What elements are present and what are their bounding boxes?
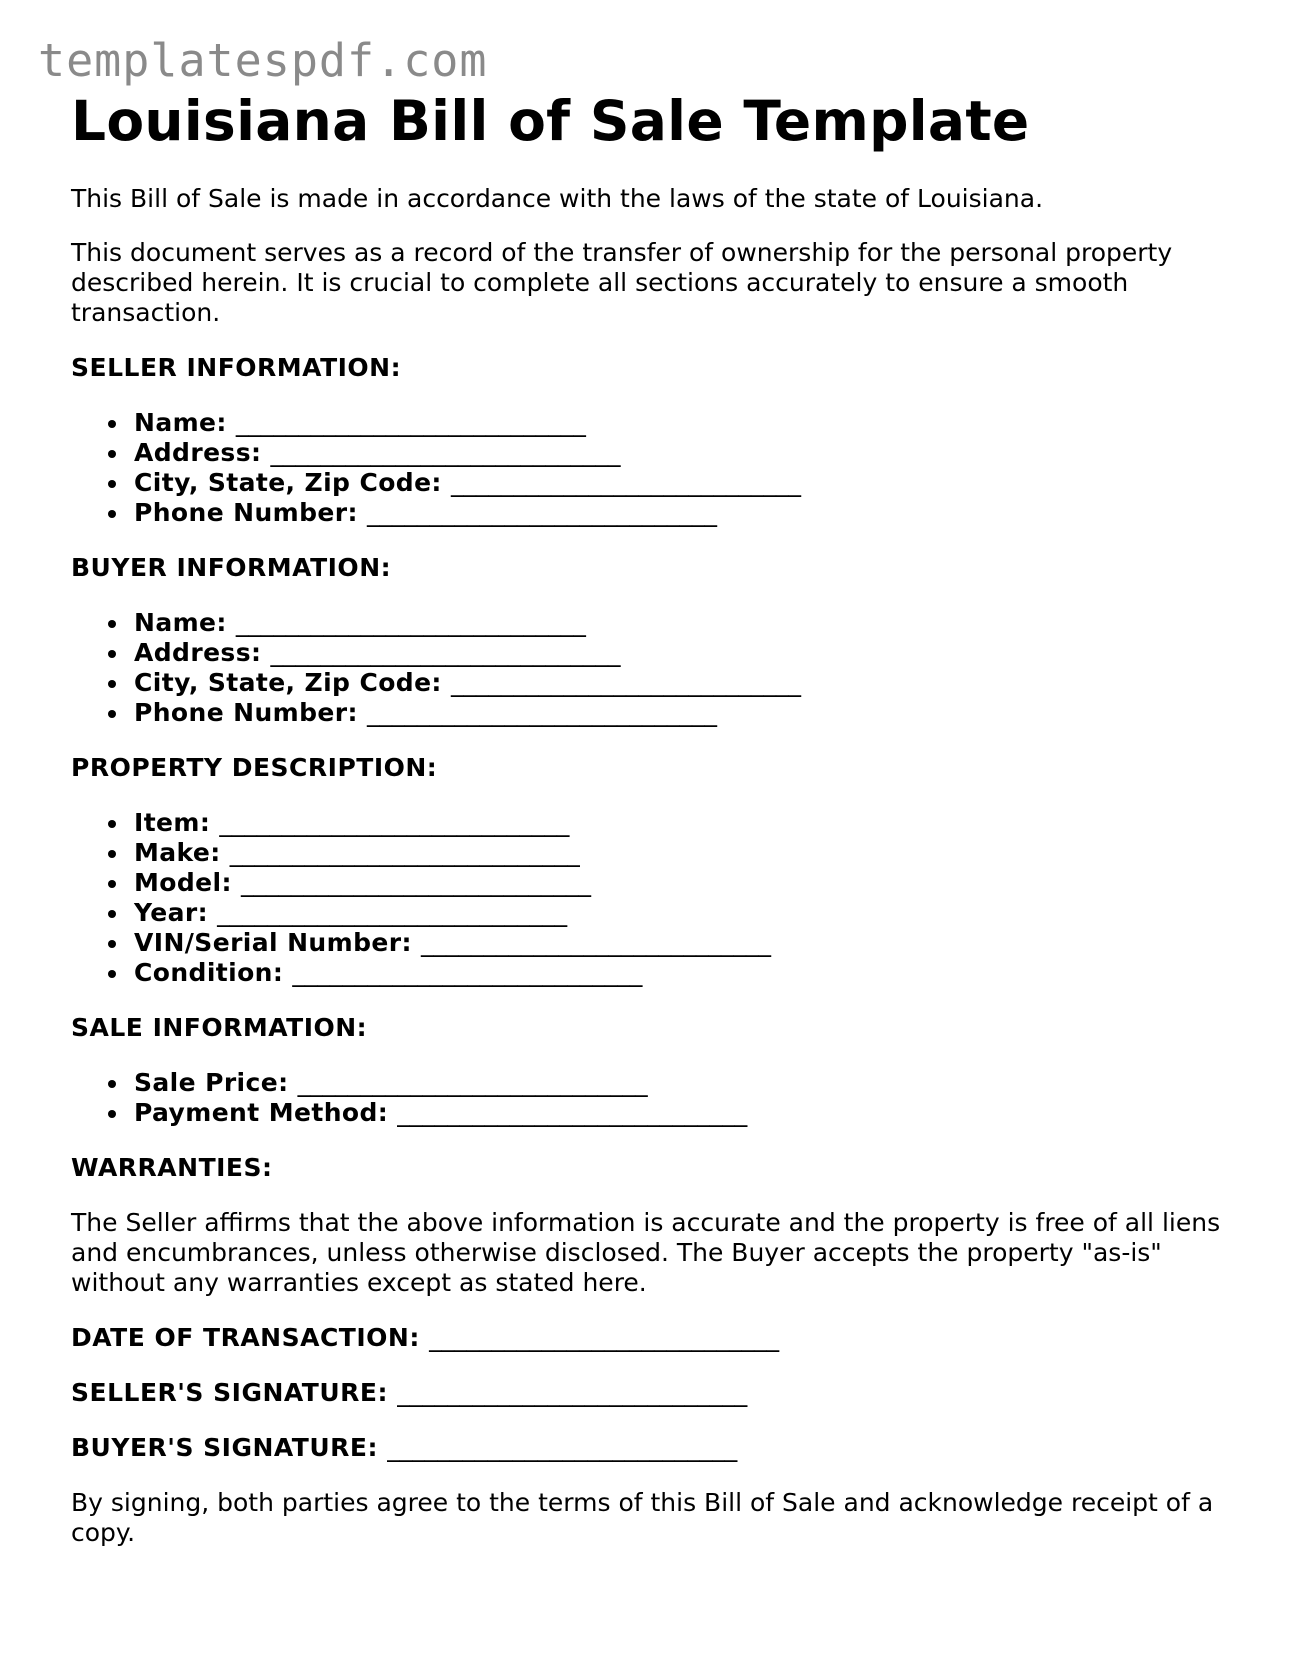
warranties-paragraph: The Seller affirms that the above information is accurate and the property is free of all liens and encumbrances, unless otherwise disclosed. The Buyer accepts the property "as-is" without any warranties except as stated here. — [71, 1208, 1221, 1297]
seller-phone-field[interactable] — [71, 498, 1221, 528]
field-label: Phone Number: — [134, 698, 358, 727]
fill-blank[interactable]: ____________________________ — [219, 808, 570, 837]
buyer-address-field[interactable] — [71, 638, 1221, 668]
field-label: Item: — [134, 808, 211, 837]
fill-blank[interactable]: ____________________________ — [217, 898, 568, 927]
date-label: DATE OF TRANSACTION: — [71, 1323, 420, 1352]
buyer-name-field[interactable] — [71, 608, 1221, 638]
closing-paragraph: By signing, both parties agree to the terms of this Bill of Sale and acknowledge receipt of a copy. — [71, 1488, 1214, 1547]
field-label: Name: — [134, 608, 227, 637]
fill-blank[interactable]: ____________________________ — [270, 438, 621, 467]
buyer-signature-field[interactable] — [71, 1433, 1221, 1463]
sale-field-list — [71, 1068, 1221, 1128]
buyer-signature-label: BUYER'S SIGNATURE: — [71, 1433, 378, 1462]
payment-method-field[interactable] — [71, 1098, 1221, 1128]
fill-blank[interactable]: ____________________________ — [397, 1378, 748, 1407]
property-vin-field[interactable] — [71, 928, 1221, 958]
property-section-heading: PROPERTY DESCRIPTION: — [71, 753, 438, 782]
fill-blank[interactable]: ____________________________ — [235, 608, 586, 637]
seller-signature-label: SELLER'S SIGNATURE: — [71, 1378, 388, 1407]
fill-blank[interactable]: ____________________________ — [229, 838, 580, 867]
seller-signature-field[interactable] — [71, 1378, 1221, 1408]
field-label: Make: — [134, 838, 221, 867]
field-label: City, State, Zip Code: — [134, 668, 442, 697]
sale-price-field[interactable] — [71, 1068, 1221, 1098]
field-label: Name: — [134, 408, 227, 437]
fill-blank[interactable]: ____________________________ — [387, 1433, 738, 1462]
field-label: Model: — [134, 868, 232, 897]
fill-blank[interactable]: ____________________________ — [450, 468, 801, 497]
seller-field-list — [71, 408, 1221, 528]
fill-blank[interactable]: ____________________________ — [367, 698, 718, 727]
property-make-field[interactable] — [71, 838, 1221, 868]
buyer-city-state-zip-field[interactable] — [71, 668, 1221, 698]
field-label: Payment Method: — [134, 1098, 389, 1127]
document-title: Louisiana Bill of Sale Template — [71, 89, 1030, 153]
property-year-field[interactable] — [71, 898, 1221, 928]
fill-blank[interactable]: ____________________________ — [420, 928, 771, 957]
document-page — [71, 86, 1221, 1548]
fill-blank[interactable]: ____________________________ — [292, 958, 643, 987]
field-label: Address: — [134, 638, 262, 667]
fill-blank[interactable]: ____________________________ — [367, 498, 718, 527]
sale-section-heading: SALE INFORMATION: — [71, 1013, 368, 1042]
intro-paragraph-1: This Bill of Sale is made in accordance with the laws of the state of Louisiana. — [71, 184, 1044, 213]
property-model-field[interactable] — [71, 868, 1221, 898]
buyer-section-heading: BUYER INFORMATION: — [71, 553, 392, 582]
watermark: templatespdf.com — [38, 34, 488, 87]
field-label: Sale Price: — [134, 1068, 289, 1097]
date-of-transaction-field[interactable] — [71, 1323, 1221, 1353]
fill-blank[interactable]: ____________________________ — [429, 1323, 780, 1352]
fill-blank[interactable]: ____________________________ — [397, 1098, 748, 1127]
property-item-field[interactable] — [71, 808, 1221, 838]
seller-name-field[interactable] — [71, 408, 1221, 438]
fill-blank[interactable]: ____________________________ — [450, 668, 801, 697]
seller-address-field[interactable] — [71, 438, 1221, 468]
field-label: Phone Number: — [134, 498, 358, 527]
warranties-section-heading: WARRANTIES: — [71, 1153, 273, 1182]
seller-section-heading: SELLER INFORMATION: — [71, 353, 402, 382]
fill-blank[interactable]: ____________________________ — [270, 638, 621, 667]
property-condition-field[interactable] — [71, 958, 1221, 988]
fill-blank[interactable]: ____________________________ — [240, 868, 591, 897]
field-label: City, State, Zip Code: — [134, 468, 442, 497]
buyer-field-list — [71, 608, 1221, 728]
field-label: VIN/Serial Number: — [134, 928, 412, 957]
intro-paragraph-2: This document serves as a record of the transfer of ownership for the personal property described herein. It is crucial to complete all sections accurately to ensure a smooth transaction. — [71, 238, 1173, 327]
field-label: Condition: — [134, 958, 284, 987]
property-field-list — [71, 808, 1221, 988]
fill-blank[interactable]: ____________________________ — [297, 1068, 648, 1097]
field-label: Year: — [134, 898, 208, 927]
buyer-phone-field[interactable] — [71, 698, 1221, 728]
seller-city-state-zip-field[interactable] — [71, 468, 1221, 498]
fill-blank[interactable]: ____________________________ — [235, 408, 586, 437]
field-label: Address: — [134, 438, 262, 467]
